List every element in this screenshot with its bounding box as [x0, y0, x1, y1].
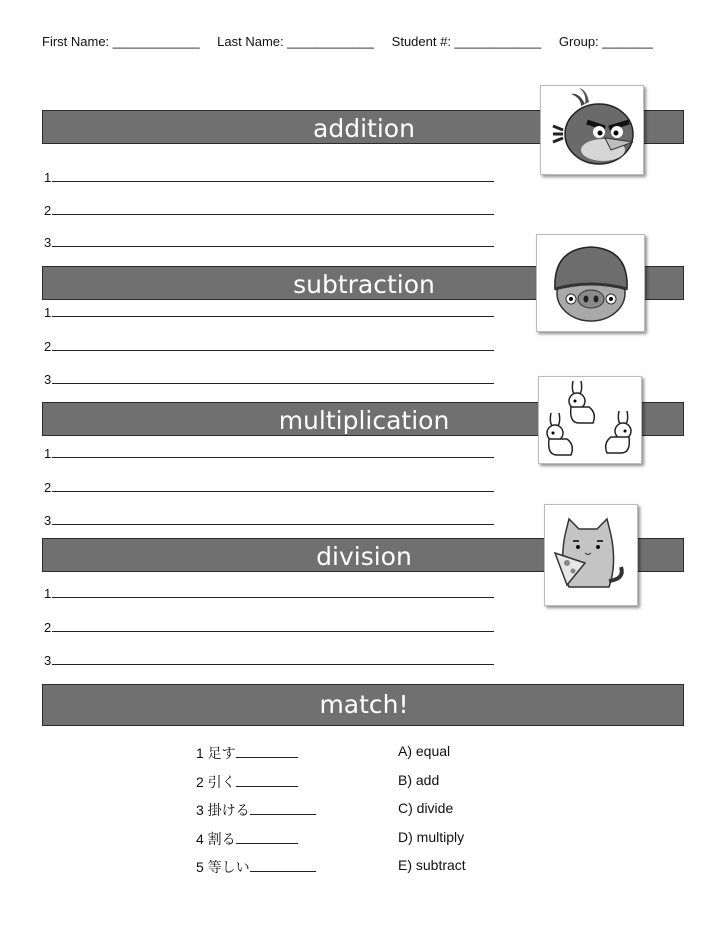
addition-line-3[interactable]: 3	[44, 235, 494, 250]
subtraction-line-3[interactable]: 3	[44, 372, 494, 387]
angry-bird-icon	[540, 85, 644, 175]
pig-with-helmet-icon	[536, 234, 645, 332]
multiplication-line-1[interactable]: 1	[44, 446, 494, 461]
addition-title: addition	[313, 114, 415, 143]
multiplication-line-2[interactable]: 2	[44, 480, 494, 495]
group-field[interactable]: Group: _______	[558, 34, 653, 49]
addition-line-1[interactable]: 1	[44, 170, 494, 185]
student-number-field[interactable]: Student #: ____________	[391, 34, 542, 49]
first-name-field[interactable]: First Name: ____________	[42, 34, 200, 49]
match-title: match!	[319, 690, 409, 719]
match-left-4: 4 割る	[196, 829, 298, 849]
subtraction-title: subtraction	[293, 270, 435, 299]
division-line-2[interactable]: 2	[44, 620, 494, 635]
cat-with-pizza-icon	[544, 504, 638, 606]
division-line-1[interactable]: 1	[44, 586, 494, 601]
match-right-1: A) equal	[398, 743, 451, 759]
last-name-field[interactable]: Last Name: ____________	[217, 34, 375, 49]
match-left-1: 1 足す	[196, 743, 298, 763]
division-line-3[interactable]: 3	[44, 653, 494, 668]
bunnies-icon	[538, 376, 642, 464]
student-info-header	[42, 34, 667, 49]
match-right-2: B) add	[398, 772, 440, 788]
multiplication-title: multiplication	[278, 406, 450, 435]
match-right-3: C) divide	[398, 800, 454, 816]
multiplication-line-3[interactable]: 3	[44, 513, 494, 528]
addition-line-2[interactable]: 2	[44, 203, 494, 218]
match-left-3: 3 掛ける	[196, 800, 316, 820]
match-left-2: 2 引く	[196, 772, 298, 792]
subtraction-line-1[interactable]: 1	[44, 305, 494, 320]
match-right-5: E) subtract	[398, 857, 466, 873]
subtraction-line-2[interactable]: 2	[44, 339, 494, 354]
match-right-4: D) multiply	[398, 829, 465, 845]
match-left-5: 5 等しい	[196, 857, 316, 877]
division-title: division	[316, 542, 412, 571]
